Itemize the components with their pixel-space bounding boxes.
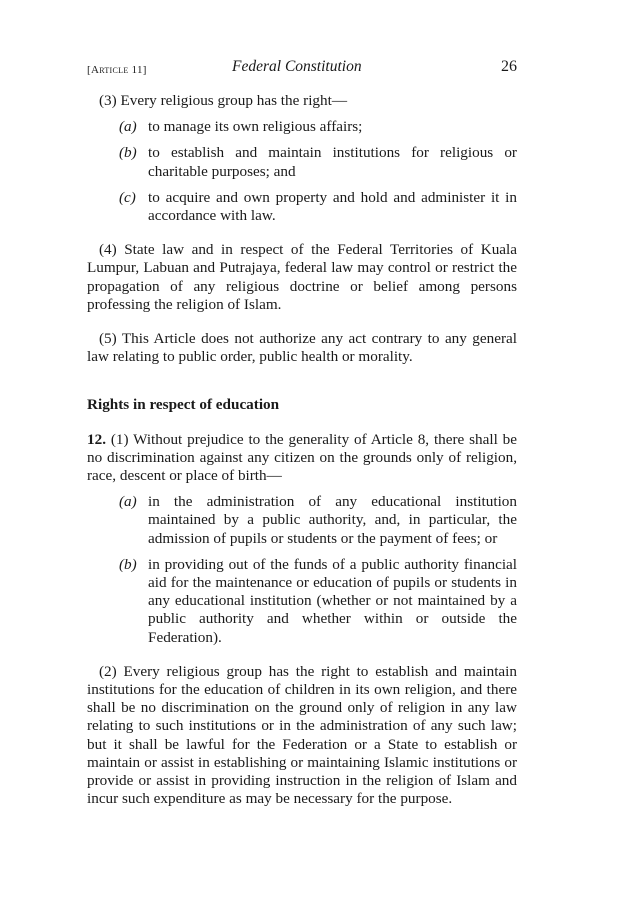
document-title: Federal Constitution [232,58,362,75]
clause-1-intro: (1) Without prejudice to the generality of Article 8, there shall be no discrimination against any citizen on the grounds only of religion, race, descent or place of birth— [87,430,517,485]
item-label: (c) [119,188,136,206]
clause-3-item-c [119,189,517,225]
article-12-clause-2: (2) Every religious group has the right to establish and maintain institutions for the education of children in its own religion, and there shall be no discrimination on the ground only of religion in any law relating to such institutions or in the administration of any such law; but it shall be lawful for the Federation or a State to establish or maintain or assist in establishing or maintaining Islamic institutions or provide or assist in providing instruction in the religion of Islam and incur such expenditure as may be necessary for the purpose. [87,662,517,808]
clause-3-item-a [119,118,517,136]
article-reference [87,61,147,79]
article-ref-word: Article [90,64,129,76]
article-12-clause-1 [87,431,517,486]
clause-3-intro: (3) Every religious group has the right— [99,92,348,109]
item-text: in the administration of any educational institution maintained by a public authority, and, in particular, the admission of pupils or students or the payment of fees; or [148,493,517,547]
page-header [87,58,517,80]
clause-1-item-a [119,493,517,548]
item-text: in providing out of the funds of a public authority financial aid for the maintenance or education of pupils or students in any educational institution (whether or not maintained by a public authority and whether within or outside the Federation). [148,555,517,646]
article-ref-bracket: [ [87,64,91,76]
item-label: (b) [119,555,137,573]
clause-5: (5) This Article does not authorize any act contrary to any general law relating to public order, public health or morality. [87,330,517,366]
item-label: (a) [119,493,137,511]
item-text: to manage its own religious affairs; [148,118,363,136]
item-text: to acquire and own property and hold and administer it in accordance with law. [148,188,517,225]
section-heading: Rights in respect of education [87,396,280,414]
clause-4: (4) State law and in respect of the Federal Territories of Kuala Lumpur, Labuan and Putrajaya, federal law may control or restrict the propagation of any religious doctrine or belief among persons professing the religion of Islam. [87,241,517,313]
clause-3-item-b [119,144,517,180]
item-label: (a) [119,118,137,136]
clause-1-item-b [119,556,517,647]
article-number: 12. [87,430,106,448]
document-page [87,58,517,809]
article-ref-number: 11] [128,64,147,76]
item-text: to establish and maintain institutions for religious or charitable purposes; and [148,144,517,180]
item-label: (b) [119,144,137,162]
page-number: 26 [501,58,517,75]
